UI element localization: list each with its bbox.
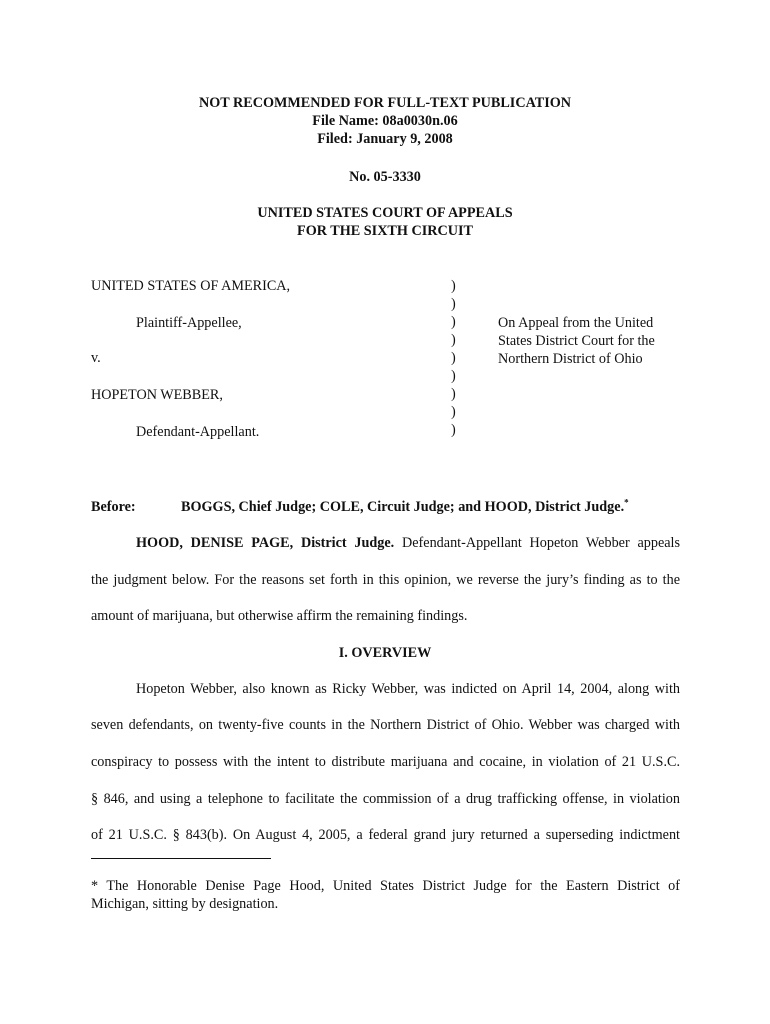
before-label: Before:	[91, 499, 136, 515]
caption-paren: )	[451, 296, 456, 312]
opinion-intro-text: Defendant-Appellant Hopeton Webber appeals	[402, 535, 680, 551]
paragraph-line: § 846, and using a telephone to facilitate the commission of a drug trafficking offense, in violation	[91, 791, 680, 807]
file-name: File Name: 08a0030n.06	[312, 113, 458, 129]
section-heading: I. OVERVIEW	[338, 645, 432, 661]
caption-paren: )	[451, 332, 456, 348]
caption-paren: )	[451, 422, 456, 438]
panel-judges-text: BOGGS, Chief Judge; COLE, Circuit Judge; and HOOD, District Judge.	[181, 499, 625, 515]
opinion-author: HOOD, DENISE PAGE, District Judge.	[136, 535, 395, 551]
caption-paren: )	[451, 350, 456, 366]
caption-paren: )	[451, 314, 456, 330]
defendant-role: Defendant-Appellant.	[136, 424, 260, 440]
versus: v.	[91, 350, 101, 366]
paragraph-line: seven defendants, on twenty-five counts in the Northern District of Ohio. Webber was charged with	[91, 717, 680, 733]
caption-paren: )	[451, 368, 456, 384]
opinion-intro-line3: amount of marijuana, but otherwise affirm the remaining findings.	[91, 608, 468, 624]
opinion-intro-line2: the judgment below. For the reasons set forth in this opinion, we reverse the jury’s finding as to the	[91, 572, 680, 588]
opinion-intro-line1	[136, 534, 680, 552]
footnote-separator	[91, 858, 271, 859]
plaintiff-role: Plaintiff-Appellee,	[136, 315, 242, 331]
case-number: No. 05-3330	[349, 169, 421, 185]
plaintiff-name: UNITED STATES OF AMERICA,	[91, 278, 291, 294]
appeal-from-line2: States District Court for the	[498, 333, 655, 349]
caption-paren: )	[451, 404, 456, 420]
paragraph-line: of 21 U.S.C. § 843(b). On August 4, 2005, a federal grand jury returned a superseding indictment	[91, 827, 680, 843]
footnote-line1: * The Honorable Denise Page Hood, United States District Judge for the Eastern District of	[91, 878, 680, 894]
paragraph-line: Hopeton Webber, also known as Ricky Webber, was indicted on April 14, 2004, along with	[136, 681, 680, 697]
court-name-line1: UNITED STATES COURT OF APPEALS	[257, 205, 513, 221]
footnote-line2: Michigan, sitting by designation.	[91, 896, 279, 912]
paragraph-line: conspiracy to possess with the intent to distribute marijuana and cocaine, in violation of 21 U.S.C.	[91, 754, 680, 770]
caption-paren: )	[451, 278, 456, 294]
filed-date: Filed: January 9, 2008	[317, 131, 453, 147]
publication-notice: NOT RECOMMENDED FOR FULL-TEXT PUBLICATION	[198, 95, 572, 111]
court-name-line2: FOR THE SIXTH CIRCUIT	[297, 223, 473, 239]
caption-paren: )	[451, 386, 456, 402]
panel-judges	[181, 498, 629, 516]
footnote-marker: *	[624, 497, 629, 508]
defendant-name: HOPETON WEBBER,	[91, 387, 223, 403]
appeal-from-line1: On Appeal from the United	[498, 315, 654, 331]
appeal-from-line3: Northern District of Ohio	[498, 351, 643, 367]
